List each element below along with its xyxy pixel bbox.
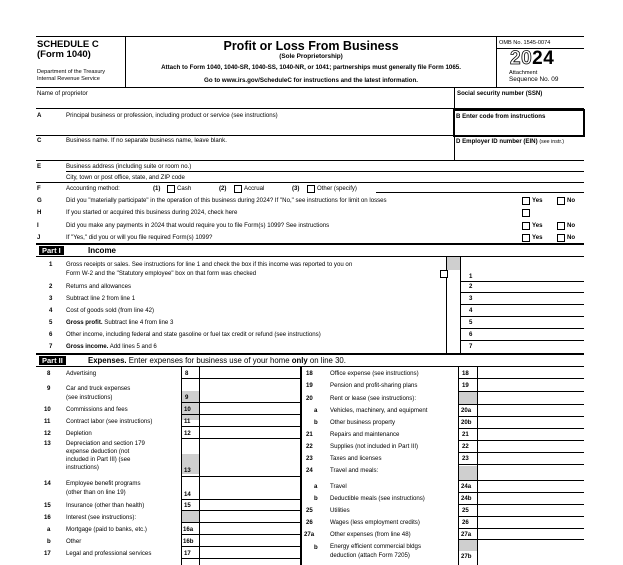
line-7-box: 7 [469, 343, 473, 350]
line-3-text: Subtract line 2 from line 1 [66, 295, 136, 302]
line-12-box: 12 [184, 430, 191, 437]
g-yes-checkbox[interactable] [522, 197, 530, 205]
line-11-text: Contract labor (see instructions) [66, 418, 153, 425]
part2-title-end: on line 30. [309, 356, 346, 365]
shaded-cell [459, 539, 477, 551]
line-j-letter: J [37, 234, 41, 241]
line-18-text: Office expense (see instructions) [330, 370, 419, 377]
line-22-num: 22 [306, 443, 313, 450]
line-1-box: 1 [469, 273, 473, 280]
line-21-num: 21 [306, 431, 313, 438]
line-e-letter: E [37, 163, 42, 170]
line-15-num: 15 [44, 502, 51, 509]
line-22-text: Supplies (not included in Part III) [330, 443, 419, 450]
line-9-text: Car and truck expenses [66, 385, 131, 392]
line-13-num: 13 [44, 440, 51, 447]
line-4-box: 4 [469, 307, 473, 314]
line-9-box: 9 [185, 394, 189, 401]
line-24a-text: Travel [330, 483, 347, 490]
line-5-rest: Subtract line 4 from line 3 [104, 319, 174, 326]
accounting-cash-label: Cash [177, 185, 192, 192]
accounting-method-label: Accounting method: [66, 185, 120, 192]
goto-instructions: Go to www.irs.gov/ScheduleC for instructions and the latest information. [204, 77, 418, 84]
line-24-num: 24 [306, 467, 313, 474]
line-21-text: Repairs and maintenance [330, 431, 400, 438]
line-13-box: 13 [184, 467, 191, 474]
line-18-box: 18 [462, 370, 469, 377]
line-d-label: D Employer ID number (EIN) [456, 138, 538, 145]
attach-instructions: Attach to Form 1040, 1040-SR, 1040-SS, 1040-NR, or 1041; partnerships must generally file Form 1065. [161, 64, 461, 71]
line-15-box: 15 [184, 502, 191, 509]
line-2-box: 2 [469, 283, 473, 290]
line-13-text4: instructions) [66, 464, 99, 471]
line-j-text: If "Yes," did you or will you file required Form(s) 1099? [66, 234, 213, 241]
line-24a-num: a [314, 483, 318, 490]
line-24a-box: 24a [461, 483, 472, 490]
line-27a-num: 27a [304, 531, 315, 538]
line-14-box: 14 [184, 491, 191, 498]
department-label: Department of the Treasury [37, 69, 106, 75]
line-7-bold: Gross income. [66, 343, 109, 350]
ssn-label: Social security number (SSN) [457, 90, 543, 97]
part2-title-only: only [291, 356, 308, 365]
line-c-text: Business name. If no separate business name, leave blank. [66, 137, 227, 144]
line-14-text: Employee benefit programs [66, 480, 141, 487]
part1-title: Income [88, 246, 117, 255]
j-yes-checkbox[interactable] [522, 234, 530, 242]
line-16b-num: b [47, 538, 51, 545]
line-20a-num: a [314, 407, 318, 414]
line-21-box: 21 [462, 431, 469, 438]
line-24b-num: b [314, 495, 318, 502]
i-no-checkbox[interactable] [557, 222, 565, 230]
line-23-box: 23 [462, 455, 469, 462]
line-20b-num: b [314, 419, 318, 426]
line-17-box: 17 [184, 550, 191, 557]
g-no-checkbox[interactable] [557, 197, 565, 205]
top-rule [36, 36, 584, 37]
line-16b-text: Other [66, 538, 82, 545]
schedule-label: SCHEDULE C [37, 39, 99, 50]
attachment-label: Attachment [509, 70, 538, 76]
line-24b-box: 24b [461, 495, 472, 502]
line-10-num: 10 [44, 406, 51, 413]
line-19-num: 19 [306, 382, 313, 389]
line-2-num: 2 [49, 283, 53, 290]
line-23-num: 23 [306, 455, 313, 462]
line-24-text: Travel and meals: [330, 467, 379, 474]
line-14-num: 14 [44, 480, 51, 487]
line-27a-box: 27a [461, 531, 472, 538]
statutory-employee-checkbox[interactable] [440, 270, 448, 278]
line-7-num: 7 [49, 343, 53, 350]
accounting-cash-num: (1) [153, 185, 161, 192]
tax-year [510, 49, 554, 69]
line-27b-num: b [314, 544, 318, 551]
line-11-num: 11 [44, 418, 51, 425]
line-24b-text: Deductible meals (see instructions) [330, 495, 425, 502]
line-25-box: 25 [462, 507, 469, 514]
line-15-text: Insurance (other than health) [66, 502, 145, 509]
line-27b-text: Energy efficient commercial bldgs [330, 543, 421, 550]
line-13-text3: included in Part III) (see [66, 456, 131, 463]
line-b-text: B Enter code from instructions [456, 113, 546, 120]
line-10-text: Commissions and fees [66, 406, 128, 413]
accounting-cash-checkbox[interactable] [167, 185, 175, 193]
accounting-other-num: (3) [292, 185, 300, 192]
line-13-text2: expense deduction (not [66, 448, 130, 455]
tax-year-bold: 24 [532, 48, 555, 69]
accounting-other-label: Other (specify) [317, 185, 357, 192]
line-1-num: 1 [49, 261, 53, 268]
line-16a-box: 16a [183, 526, 194, 533]
line-h-text: If you started or acquired this business during 2024, check here [66, 209, 238, 216]
line-h-letter: H [37, 209, 42, 216]
j-no-checkbox[interactable] [557, 234, 565, 242]
line-5-num: 5 [49, 319, 53, 326]
line-g-text: Did you "materially participate" in the operation of this business during 2024? If "No," see instructions for limit on losses [66, 197, 387, 204]
accounting-accrual-num: (2) [219, 185, 227, 192]
part2-title [88, 356, 346, 365]
line-9-num: 9 [47, 385, 51, 392]
line-27a-text: Other expenses (from line 48) [330, 531, 411, 538]
line-23-text: Taxes and licenses [330, 455, 382, 462]
line-5-bold: Gross profit. [66, 319, 103, 326]
line-26-num: 26 [306, 519, 313, 526]
line-a-text: Principal business or profession, including product or service (see instructions) [66, 112, 278, 119]
line-16a-num: a [47, 526, 51, 533]
line-26-box: 26 [462, 519, 469, 526]
line-8-num: 8 [47, 370, 51, 377]
i-yes-checkbox[interactable] [522, 222, 530, 230]
line-16-text: Interest (see instructions): [66, 514, 137, 521]
part1-label: Part I [39, 246, 64, 255]
j-yes-label: Yes [532, 234, 543, 241]
accounting-accrual-label: Accrual [244, 185, 265, 192]
line-i-text: Did you make any payments in 2024 that would require you to file Form(s) 1099? See instructions [66, 222, 330, 229]
line-20b-text: Other business property [330, 419, 396, 426]
accounting-accrual-checkbox[interactable] [234, 185, 242, 193]
irs-label: Internal Revenue Service [37, 76, 100, 82]
form-title: Profit or Loss From Business [223, 39, 399, 53]
line-25-num: 25 [306, 507, 313, 514]
line-f-letter: F [37, 185, 41, 192]
line-17-num: 17 [44, 550, 51, 557]
line-22-box: 22 [462, 443, 469, 450]
sequence-label: Sequence No. 09 [509, 76, 559, 83]
line-8-text: Advertising [66, 370, 97, 377]
line-5-box: 5 [469, 319, 473, 326]
line-20-text: Rent or lease (see instructions): [330, 395, 417, 402]
line-26-text: Wages (less employment credits) [330, 519, 420, 526]
line-a-letter: A [37, 112, 42, 119]
line-1-text2: Form W-2 and the "Statutory employee" box on that form was checked [66, 270, 257, 277]
line-6-text: Other income, including federal and state gasoline or fuel tax credit or refund (see instructions) [66, 331, 321, 338]
line-1-text: Gross receipts or sales. See instructions for line 1 and check the box if this income was reported to you on [66, 261, 353, 268]
shaded-cell [182, 511, 199, 522]
line-i-letter: I [37, 222, 39, 229]
line-13-text: Depreciation and section 179 [66, 440, 145, 447]
line-27b-box: 27b [461, 553, 472, 560]
shaded-cell [459, 466, 477, 480]
line-4-text: Cost of goods sold (from line 42) [66, 307, 155, 314]
tax-year-outline: 20 [510, 48, 533, 69]
line-10-box: 10 [184, 406, 191, 413]
line-3-box: 3 [469, 295, 473, 302]
line-20b-box: 20b [461, 419, 472, 426]
line-14-text2: (other than on line 19) [66, 489, 126, 496]
line-d-note: (see instr.) [539, 139, 565, 145]
g-no-label: No [567, 197, 576, 204]
line-e-city: City, town or post office, state, and ZIP code [66, 174, 185, 181]
line-20a-box: 20a [461, 407, 472, 414]
line-e-address: Business address (including suite or room no.) [66, 163, 192, 170]
part2-label: Part II [39, 356, 66, 365]
line-18-num: 18 [306, 370, 313, 377]
line-g-letter: G [37, 197, 42, 204]
line-12-num: 12 [44, 430, 51, 437]
g-yes-label: Yes [532, 197, 543, 204]
line-7-text [66, 343, 157, 350]
line-c-letter: C [37, 137, 42, 144]
i-yes-label: Yes [532, 222, 543, 229]
name-of-proprietor-label: Name of proprietor [37, 90, 88, 97]
line-7-rest: Add lines 5 and 6 [109, 343, 157, 350]
line-6-box: 6 [469, 331, 473, 338]
line-11-box: 11 [184, 418, 191, 425]
shaded-cell [446, 257, 460, 270]
line-16b-box: 16b [183, 538, 194, 545]
accounting-other-checkbox[interactable] [307, 185, 315, 193]
line-16a-text: Mortgage (paid to banks, etc.) [66, 526, 147, 533]
part2-title-rest: Enter expenses for business use of your home [128, 356, 290, 365]
line-8-box: 8 [185, 370, 189, 377]
line-3-num: 3 [49, 295, 53, 302]
form-subtitle: (Sole Proprietorship) [279, 53, 343, 60]
line-d-text [456, 138, 564, 146]
h-checkbox[interactable] [522, 209, 530, 217]
schedule-c-form [36, 36, 584, 565]
omb-number: OMB No. 1545-0074 [499, 40, 551, 46]
i-no-label: No [567, 222, 576, 229]
part2-title-bold: Expenses. [88, 356, 127, 365]
line-19-text: Pension and profit-sharing plans [330, 382, 418, 389]
line-17-text: Legal and professional services [66, 550, 152, 557]
line-27b-text2: deduction (attach Form 7205) [330, 552, 410, 559]
line-16-num: 16 [44, 514, 51, 521]
form-label: (Form 1040) [37, 49, 91, 60]
line-20a-text: Vehicles, machinery, and equipment [330, 407, 428, 414]
line-9-text2: (see instructions) [66, 394, 113, 401]
shaded-cell [459, 392, 477, 404]
line-25-text: Utilities [330, 507, 350, 514]
j-no-label: No [567, 234, 576, 241]
line-19-box: 19 [462, 382, 469, 389]
line-12-text: Depletion [66, 430, 92, 437]
line-4-num: 4 [49, 307, 53, 314]
line-2-text: Returns and allowances [66, 283, 132, 290]
line-5-text [66, 319, 173, 326]
line-6-num: 6 [49, 331, 53, 338]
line-20-num: 20 [306, 395, 313, 402]
